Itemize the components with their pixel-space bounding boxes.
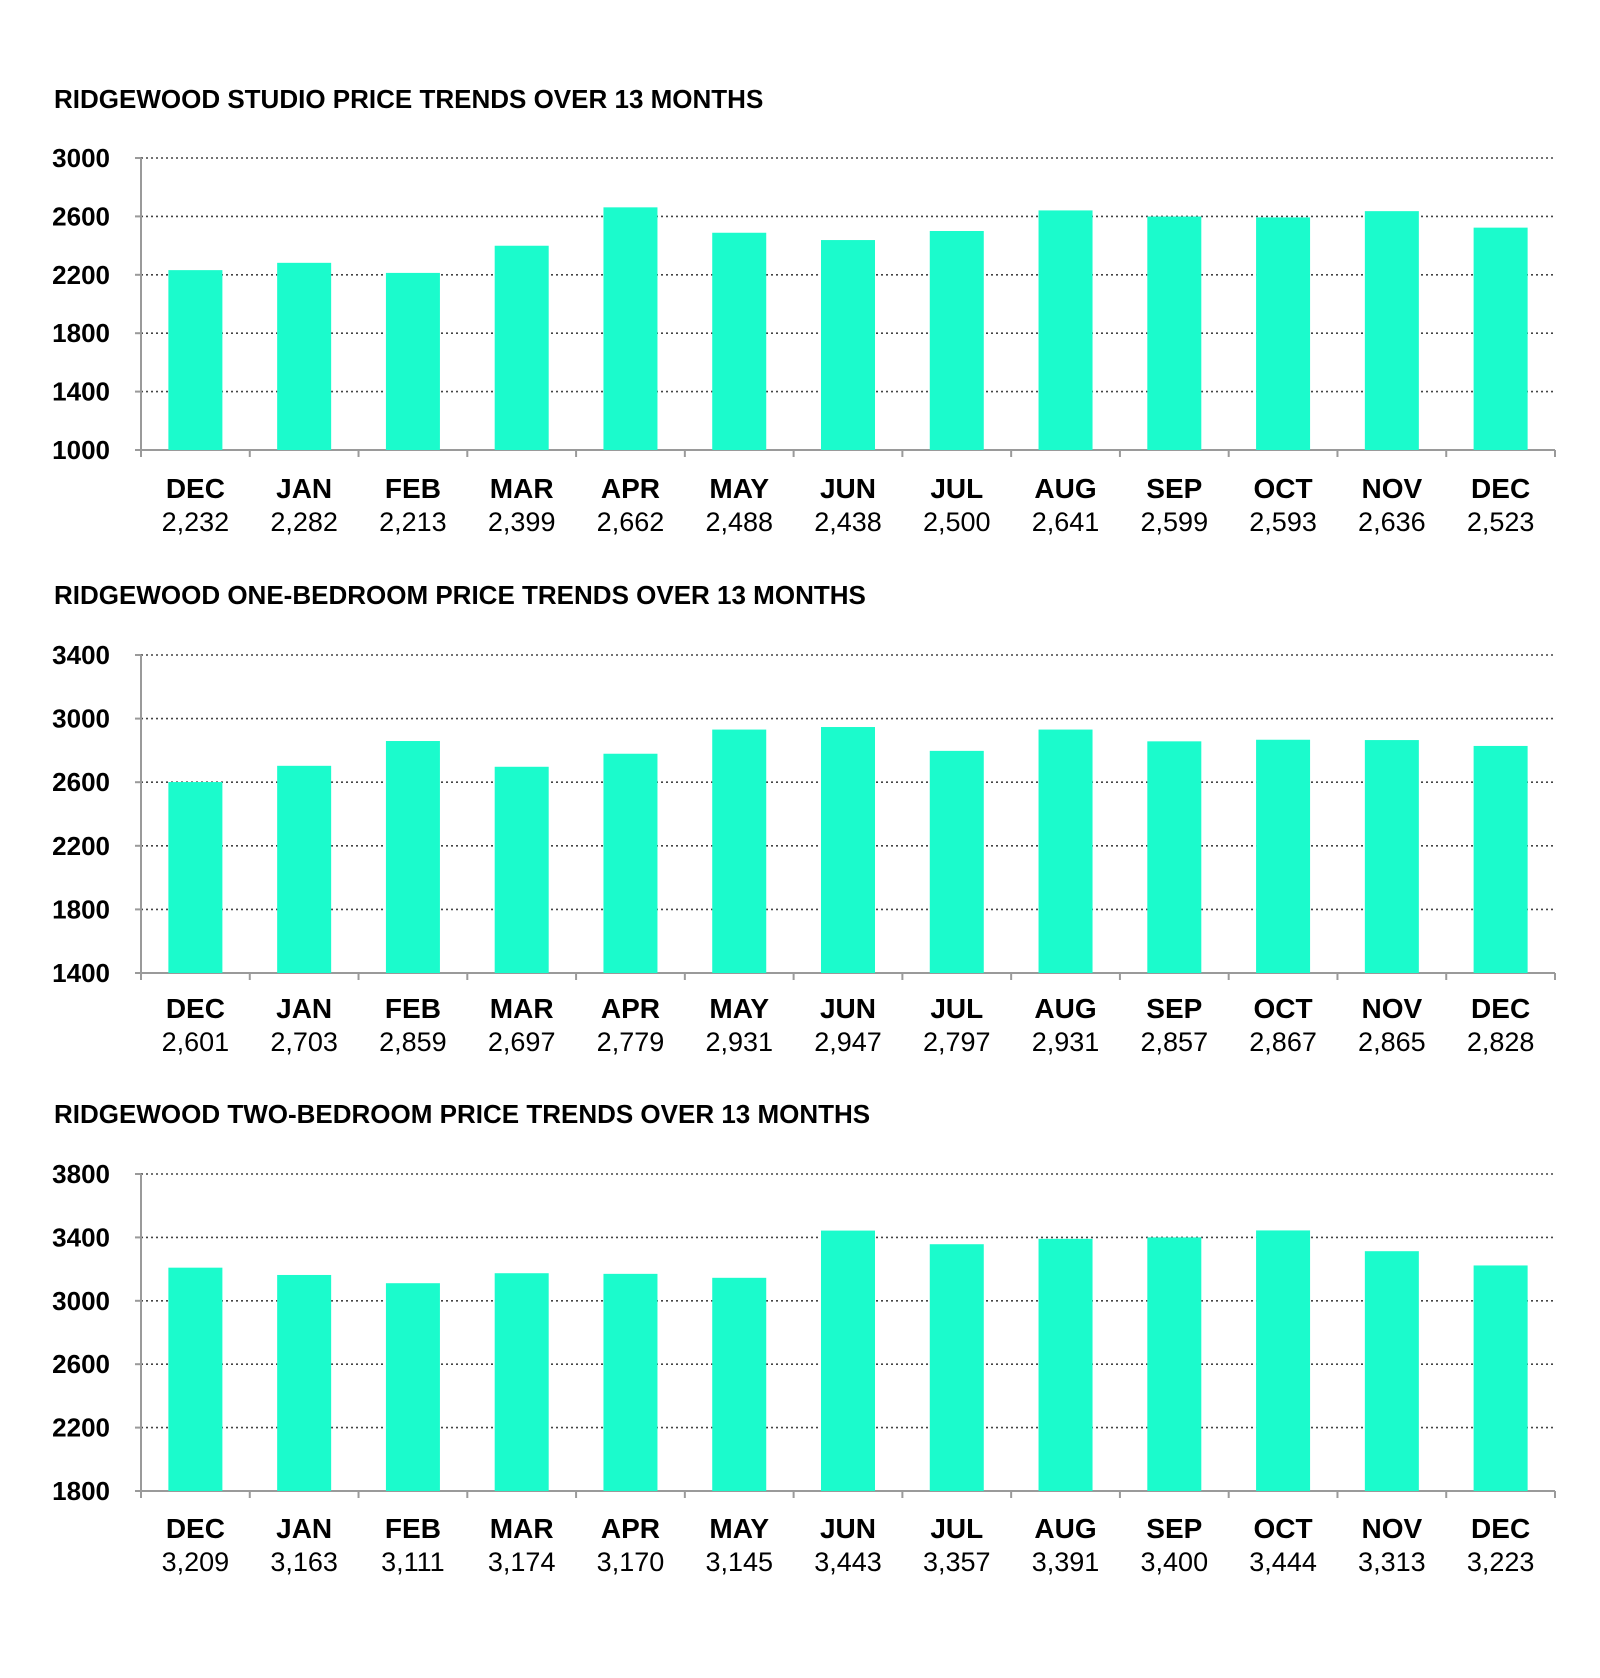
x-category-label: JUL <box>930 993 984 1024</box>
y-tick-label: 2200 <box>52 830 110 861</box>
chart-panel-3 <box>52 1099 1555 1577</box>
bar <box>1256 217 1310 450</box>
y-tick-label: 3400 <box>52 1222 110 1253</box>
x-category-label: JUL <box>930 473 984 504</box>
bar <box>821 1231 875 1491</box>
x-category-label: MAR <box>489 993 554 1024</box>
y-tick-label: 1400 <box>52 958 110 988</box>
bar <box>168 782 222 973</box>
bar-value-label: 3,170 <box>596 1547 665 1577</box>
bar <box>277 766 331 973</box>
bar-value-label: 2,931 <box>1031 1027 1100 1057</box>
chart-panel-1 <box>52 84 1555 537</box>
x-category-label: JUN <box>819 993 877 1024</box>
y-tick-label: 1800 <box>52 1476 110 1506</box>
bar <box>386 741 440 973</box>
bar <box>495 246 549 450</box>
y-tick-label: 1400 <box>52 376 110 407</box>
x-category-label: MAY <box>709 993 770 1024</box>
bar <box>603 1274 657 1491</box>
bar <box>495 1273 549 1491</box>
x-category-label: NOV <box>1361 993 1423 1024</box>
bar <box>168 1268 222 1491</box>
bar <box>277 1275 331 1491</box>
bar-value-label: 2,282 <box>270 507 338 537</box>
bar-value-label: 2,931 <box>705 1027 774 1057</box>
bar-value-label: 2,857 <box>1140 1027 1209 1057</box>
bar-value-label: 2,399 <box>487 507 556 537</box>
y-tick-label: 1800 <box>52 894 110 925</box>
bar-value-label: 2,593 <box>1249 507 1317 537</box>
bar <box>821 727 875 973</box>
bar <box>712 1278 766 1491</box>
bar <box>712 730 766 973</box>
bar-value-label: 3,400 <box>1140 1547 1209 1577</box>
x-category-label: APR <box>600 993 661 1024</box>
x-category-label: APR <box>600 1513 661 1544</box>
bar-value-label: 2,697 <box>487 1027 556 1057</box>
bar <box>386 273 440 450</box>
bar <box>603 754 657 973</box>
bar-value-label: 3,163 <box>270 1547 338 1577</box>
bar <box>930 231 984 450</box>
x-category-label: AUG <box>1034 993 1097 1024</box>
x-category-label: JAN <box>276 1513 333 1544</box>
bar-value-label: 2,500 <box>922 507 991 537</box>
x-category-label: OCT <box>1253 473 1313 504</box>
x-category-label: MAR <box>489 1513 554 1544</box>
chart-title: RIDGEWOOD TWO-BEDROOM PRICE TRENDS OVER 13 MONTHS <box>54 1099 871 1129</box>
bar-value-label: 2,636 <box>1358 507 1426 537</box>
chart-panel-2 <box>52 580 1555 1057</box>
bar-value-label: 3,223 <box>1466 1547 1535 1577</box>
x-category-label: JUL <box>930 1513 984 1544</box>
x-category-label: SEP <box>1146 473 1203 504</box>
y-tick-label: 3000 <box>52 703 110 734</box>
x-category-label: DEC <box>165 1513 225 1544</box>
bar-value-label: 2,828 <box>1466 1027 1535 1057</box>
bar-value-label: 2,797 <box>922 1027 991 1057</box>
y-tick-label: 3800 <box>52 1159 110 1189</box>
bar <box>1039 1239 1093 1491</box>
bar-value-label: 2,662 <box>596 507 665 537</box>
x-category-label: JUN <box>819 473 877 504</box>
chart-title: RIDGEWOOD STUDIO PRICE TRENDS OVER 13 MONTHS <box>54 84 764 114</box>
bar <box>1474 228 1528 450</box>
x-category-label: DEC <box>165 473 225 504</box>
bar <box>168 270 222 450</box>
bar <box>1147 217 1201 450</box>
bar <box>386 1283 440 1491</box>
x-category-label: AUG <box>1034 1513 1097 1544</box>
y-tick-label: 2600 <box>52 201 110 232</box>
bar <box>1365 740 1419 973</box>
bar <box>1039 210 1093 450</box>
x-category-label: DEC <box>1471 1513 1531 1544</box>
x-category-label: AUG <box>1034 473 1097 504</box>
bar <box>1474 1265 1528 1491</box>
x-category-label: MAR <box>489 473 554 504</box>
y-tick-label: 3000 <box>52 143 110 173</box>
x-category-label: JUN <box>819 1513 877 1544</box>
bar <box>930 1244 984 1491</box>
bar <box>821 240 875 450</box>
y-tick-label: 2200 <box>52 259 110 290</box>
bar <box>1365 211 1419 450</box>
y-tick-label: 1000 <box>52 435 110 465</box>
x-category-label: FEB <box>384 1513 441 1544</box>
bar-value-label: 2,488 <box>705 507 774 537</box>
x-category-label: JAN <box>276 473 333 504</box>
bar-value-label: 3,444 <box>1249 1547 1317 1577</box>
bar-value-label: 2,232 <box>161 507 230 537</box>
bar-value-label: 3,209 <box>161 1547 230 1577</box>
bar-value-label: 2,865 <box>1358 1027 1426 1057</box>
bar-value-label: 2,213 <box>379 507 447 537</box>
x-category-label: MAY <box>709 1513 770 1544</box>
bar-value-label: 3,174 <box>487 1547 556 1577</box>
bar-value-label: 2,947 <box>814 1027 882 1057</box>
bar <box>495 767 549 973</box>
x-category-label: SEP <box>1146 993 1203 1024</box>
bar-value-label: 2,859 <box>379 1027 447 1057</box>
bar <box>277 263 331 450</box>
bar-value-label: 2,703 <box>270 1027 338 1057</box>
chart-title: RIDGEWOOD ONE-BEDROOM PRICE TRENDS OVER 13 MONTHS <box>54 580 866 610</box>
y-tick-label: 3400 <box>52 640 110 670</box>
bar-value-label: 2,867 <box>1249 1027 1317 1057</box>
bar-value-label: 3,391 <box>1031 1547 1100 1577</box>
bar-value-label: 3,145 <box>705 1547 774 1577</box>
bar-value-label: 2,523 <box>1466 507 1535 537</box>
bar-value-label: 2,779 <box>596 1027 665 1057</box>
y-tick-label: 2600 <box>52 1349 110 1380</box>
bar-value-label: 2,599 <box>1140 507 1209 537</box>
y-tick-label: 2200 <box>52 1412 110 1443</box>
bar <box>603 207 657 450</box>
bar-value-label: 3,111 <box>381 1547 445 1577</box>
x-category-label: APR <box>600 473 661 504</box>
bar <box>712 233 766 450</box>
x-category-label: DEC <box>1471 473 1531 504</box>
bar <box>1256 1230 1310 1491</box>
bar-value-label: 3,357 <box>922 1547 991 1577</box>
x-category-label: OCT <box>1253 993 1313 1024</box>
x-category-label: OCT <box>1253 1513 1313 1544</box>
x-category-label: SEP <box>1146 1513 1203 1544</box>
bar <box>1365 1251 1419 1491</box>
x-category-label: DEC <box>1471 993 1531 1024</box>
y-tick-label: 3000 <box>52 1285 110 1316</box>
bar <box>1147 1237 1201 1491</box>
bar <box>1474 746 1528 973</box>
x-category-label: NOV <box>1361 1513 1423 1544</box>
x-category-label: DEC <box>165 993 225 1024</box>
bar-value-label: 2,438 <box>814 507 882 537</box>
y-tick-label: 1800 <box>52 318 110 349</box>
bar <box>930 751 984 973</box>
bar <box>1147 741 1201 973</box>
x-category-label: FEB <box>384 993 441 1024</box>
bar <box>1039 730 1093 973</box>
bar-value-label: 2,601 <box>161 1027 230 1057</box>
x-category-label: FEB <box>384 473 441 504</box>
bar <box>1256 740 1310 973</box>
y-tick-label: 2600 <box>52 767 110 798</box>
x-category-label: NOV <box>1361 473 1423 504</box>
bar-value-label: 3,313 <box>1358 1547 1426 1577</box>
x-category-label: JAN <box>276 993 333 1024</box>
bar-value-label: 3,443 <box>814 1547 882 1577</box>
bar-value-label: 2,641 <box>1031 507 1100 537</box>
x-category-label: MAY <box>709 473 770 504</box>
